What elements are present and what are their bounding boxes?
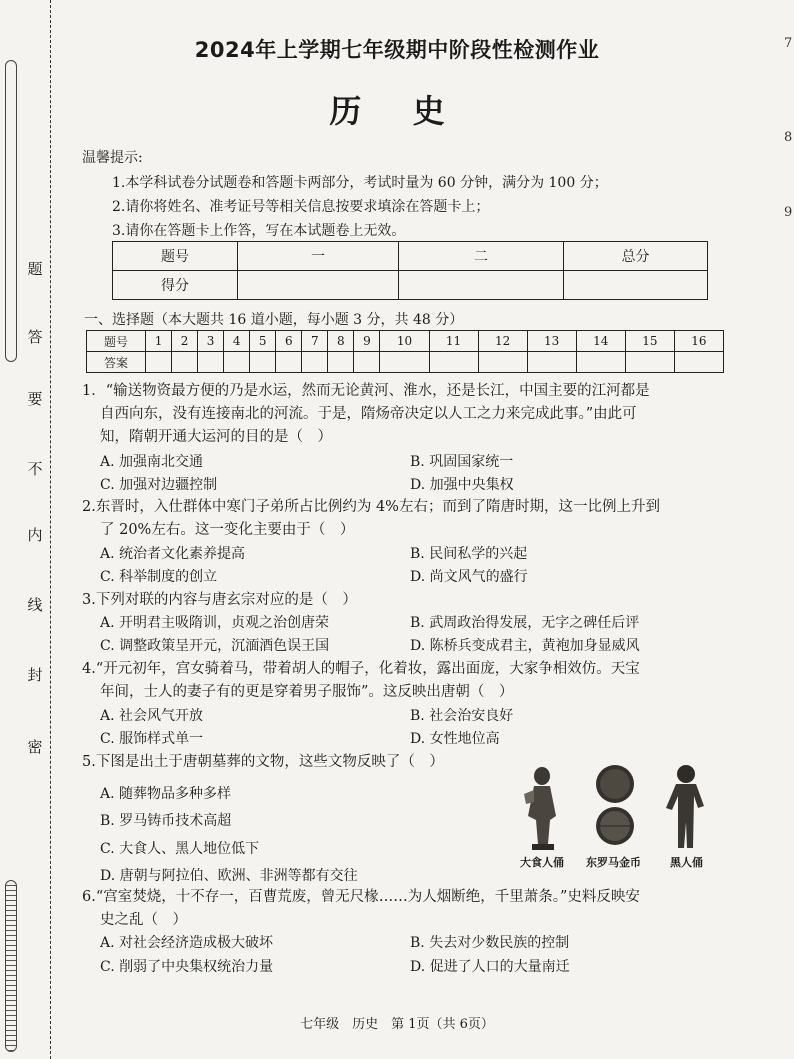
- score-header: 总分: [564, 242, 708, 271]
- answer-grid-cell[interactable]: [576, 352, 625, 373]
- answer-grid-number: 8: [328, 331, 354, 352]
- answer-grid-number: 14: [576, 331, 625, 352]
- answer-option[interactable]: B. 巩固国家统一: [410, 454, 514, 470]
- figure-caption: 黑人俑: [670, 856, 703, 869]
- figure-caption: 东罗马金币: [586, 856, 641, 869]
- answer-option[interactable]: C. 加强对边疆控制: [100, 477, 218, 493]
- answer-grid-cell[interactable]: [478, 352, 527, 373]
- page-footer: 七年级 历史 第 1页（共 6页）: [300, 1017, 494, 1032]
- answer-grid-number: 1: [146, 331, 172, 352]
- seal-char: 题: [27, 260, 43, 278]
- arab-figurine-image: [520, 764, 568, 852]
- answer-option[interactable]: C. 削弱了中央集权统治力量: [100, 959, 274, 975]
- tips-title: 温馨提示:: [82, 150, 143, 166]
- question-text: 3.下列对联的内容与唐玄宗对应的是（ ）: [82, 592, 357, 608]
- seal-char: 密: [27, 738, 43, 756]
- score-table: [112, 241, 708, 300]
- seal-char: 内: [27, 526, 43, 544]
- answer-grid-label: 答案: [87, 352, 146, 373]
- score-row-label: 得分: [113, 271, 238, 300]
- question-text: 年间，士人的妻子有的更是穿着男子服饰”。这反映出唐朝（ ）: [100, 684, 514, 700]
- score-header: 二: [399, 242, 564, 271]
- answer-grid-cell[interactable]: [625, 352, 674, 373]
- answer-grid-number: 12: [478, 331, 527, 352]
- answer-grid-number: 10: [380, 331, 429, 352]
- seal-char: 答: [27, 328, 43, 346]
- question-text: 知，隋朝开通大运河的目的是（ ）: [100, 429, 332, 445]
- answer-option[interactable]: D. 陈桥兵变成君主，黄袍加身显威风: [410, 638, 640, 654]
- answer-option[interactable]: B. 武周政治得发展，无字之碑任后评: [410, 615, 640, 631]
- answer-option[interactable]: D. 促进了人口的大量南迁: [410, 959, 570, 975]
- answer-grid-label: 题号: [87, 331, 146, 352]
- section-heading: 一、选择题（本大题共 16 道小题，每小题 3 分，共 48 分）: [84, 312, 464, 328]
- answer-option[interactable]: A. 随葬物品多种多样: [100, 786, 232, 802]
- score-header: 一: [238, 242, 399, 271]
- answer-option[interactable]: A. 加强南北交通: [100, 454, 204, 470]
- answer-grid-number: 2: [172, 331, 198, 352]
- answer-option[interactable]: D. 女性地位高: [410, 731, 500, 747]
- edge-number: 7: [784, 36, 793, 51]
- answer-option[interactable]: A. 开明君主吸隋训，贞观之治创唐荣: [100, 615, 330, 631]
- answer-grid-cell[interactable]: [224, 352, 250, 373]
- answer-grid-number: 5: [250, 331, 276, 352]
- edge-number: 9: [784, 205, 793, 220]
- answer-grid-number: 13: [527, 331, 576, 352]
- question-text: 史之乱（ ）: [100, 912, 187, 928]
- score-cell[interactable]: [238, 271, 399, 300]
- answer-grid-cell[interactable]: [380, 352, 429, 373]
- answer-option[interactable]: C. 服饰样式单一: [100, 731, 204, 747]
- artifact-figure: [520, 762, 720, 872]
- tip-line: 3.请你在答题卡上作答，写在本试题卷上无效。: [112, 223, 406, 239]
- answer-grid-cell[interactable]: [354, 352, 380, 373]
- answer-option[interactable]: C. 大食人、黑人地位低下: [100, 841, 260, 857]
- answer-grid-cell[interactable]: [276, 352, 302, 373]
- answer-grid-cell[interactable]: [527, 352, 576, 373]
- answer-grid-number: 6: [276, 331, 302, 352]
- edge-number: 8: [784, 130, 793, 145]
- answer-grid-number: 3: [198, 331, 224, 352]
- answer-option[interactable]: B. 罗马铸币技术高超: [100, 813, 232, 829]
- answer-grid: [86, 330, 724, 373]
- answer-grid-cell[interactable]: [302, 352, 328, 373]
- binding-margin: [0, 0, 70, 1059]
- answer-option[interactable]: B. 社会治安良好: [410, 708, 514, 724]
- seal-line: [50, 0, 51, 1059]
- answer-grid-number: 11: [429, 331, 478, 352]
- score-header: 题号: [113, 242, 238, 271]
- question-text: 了 20%左右。这一变化主要由于（ ）: [100, 522, 355, 538]
- question-text: 4.“开元初年，宫女骑着马，带着胡人的帽子，化着妆，露出面庞，大家争相效仿。天宝: [82, 661, 640, 677]
- answer-option[interactable]: C. 调整政策呈开元，沉湎酒色误王国: [100, 638, 330, 654]
- answer-option[interactable]: D. 唐朝与阿拉伯、欧洲、非洲等都有交往: [100, 868, 358, 884]
- answer-grid-cell[interactable]: [198, 352, 224, 373]
- seal-char: 要: [27, 390, 43, 408]
- figure-caption: 大食人俑: [520, 856, 564, 869]
- answer-option[interactable]: B. 民间私学的兴起: [410, 546, 528, 562]
- answer-option[interactable]: A. 社会风气开放: [100, 708, 204, 724]
- answer-option[interactable]: D. 加强中央集权: [410, 477, 514, 493]
- score-cell[interactable]: [564, 271, 708, 300]
- answer-option[interactable]: D. 尚文风气的盛行: [410, 569, 528, 585]
- roman-gold-coin-image: [586, 764, 644, 852]
- answer-grid-number: 4: [224, 331, 250, 352]
- black-figurine-image: [660, 762, 710, 852]
- subject-title: 历 史: [329, 92, 465, 130]
- seal-char: 不: [27, 460, 43, 478]
- answer-grid-cell[interactable]: [146, 352, 172, 373]
- tip-line: 1.本学科试卷分试题卷和答题卡两部分，考试时量为 60 分钟，满分为 100 分；: [112, 175, 608, 191]
- question-text: 2.东晋时，入仕群体中寒门子弟所占比例约为 4%左右；而到了隋唐时期，这一比例上升到: [82, 499, 660, 515]
- answer-option[interactable]: B. 失去对少数民族的控制: [410, 935, 570, 951]
- answer-grid-cell[interactable]: [250, 352, 276, 373]
- answer-grid-cell[interactable]: [328, 352, 354, 373]
- question-text: 自西向东，没有连接南北的河流。于是，隋炀帝决定以人工之力来完成此事。”由此可: [100, 406, 637, 422]
- answer-option[interactable]: C. 科举制度的创立: [100, 569, 218, 585]
- seal-char: 线: [27, 596, 43, 614]
- answer-option[interactable]: A. 统治者文化素养提高: [100, 546, 246, 562]
- answer-grid-cell[interactable]: [429, 352, 478, 373]
- exam-title: 2024年上学期七年级期中阶段性检测作业: [194, 38, 600, 62]
- score-cell[interactable]: [399, 271, 564, 300]
- seal-char: 封: [27, 666, 43, 684]
- answer-grid-cell[interactable]: [172, 352, 198, 373]
- answer-grid-number: 7: [302, 331, 328, 352]
- answer-grid-number: 9: [354, 331, 380, 352]
- answer-option[interactable]: A. 对社会经济造成极大破坏: [100, 935, 274, 951]
- answer-grid-cell[interactable]: [674, 352, 723, 373]
- answer-grid-number: 16: [674, 331, 723, 352]
- answer-grid-number: 15: [625, 331, 674, 352]
- question-text: 5.下图是出土于唐朝墓葬的文物，这些文物反映了（ ）: [82, 754, 444, 770]
- question-text: 6.“宫室焚烧，十不存一，百曹荒废，曾无尺椽……为人烟断绝，千里萧条。”史料反映安: [82, 889, 640, 905]
- tip-line: 2.请你将姓名、准考证号等相关信息按要求填涂在答题卡上；: [112, 199, 490, 215]
- binding-holes: [2, 0, 18, 1059]
- question-text: 1．“输送物资最方便的乃是水运，然而无论黄河、淮水，还是长江，中国主要的江河都是: [82, 383, 650, 399]
